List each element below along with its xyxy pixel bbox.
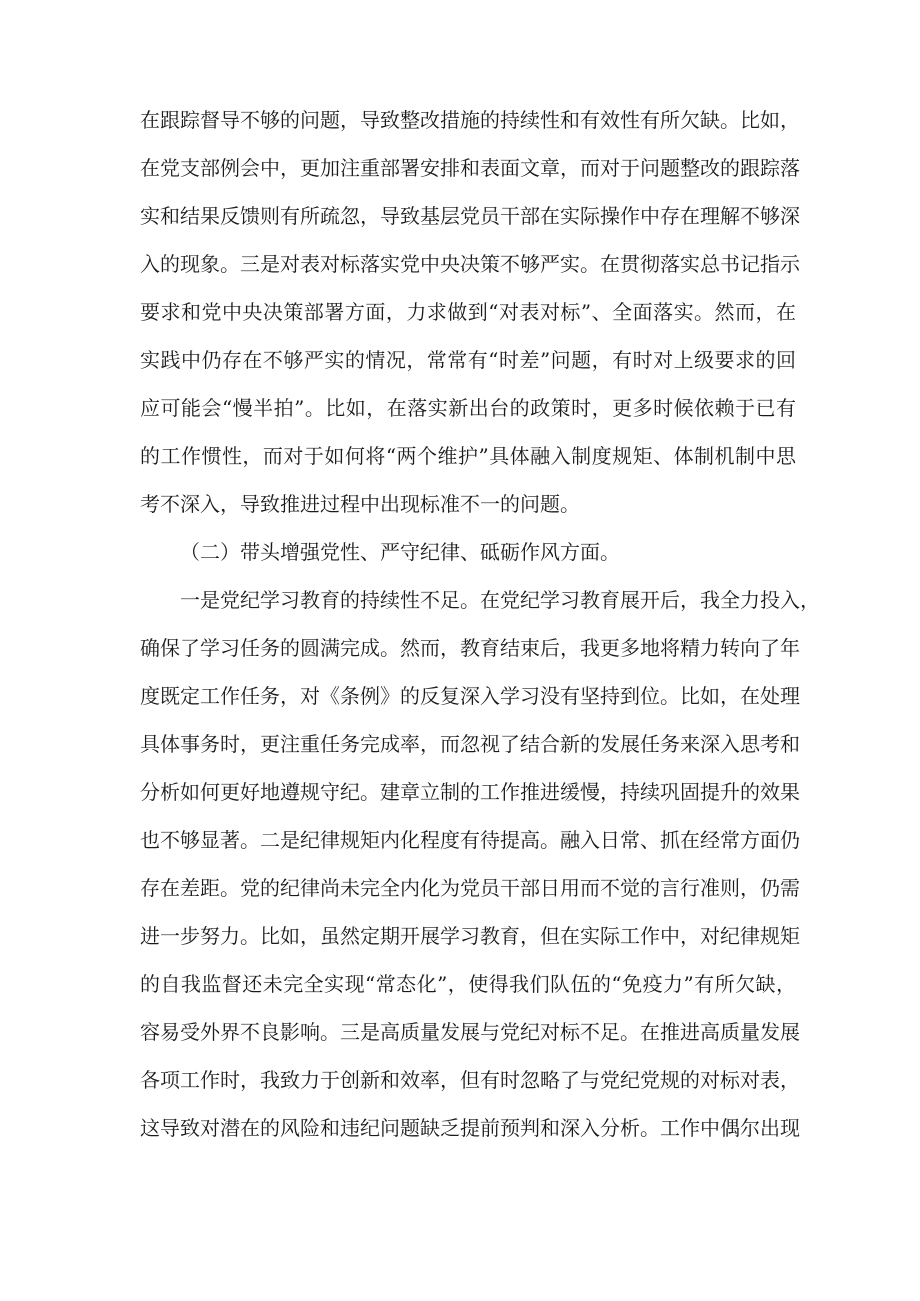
paragraph-line: 容易受外界不良影响。三是高质量发展与党纪对标不足。在推进高质量发展: [140, 1020, 800, 1044]
paragraph-line: 分析如何更好地遵规守纪。建章立制的工作推进缓慢，持续巩固提升的效果: [140, 780, 800, 804]
paragraph-line: 应可能会“慢半拍”。比如，在落实新出台的政策时，更多时候依赖于已有: [140, 396, 796, 420]
document-body: [140, 96, 820, 1152]
paragraph-line: 入的现象。三是对表对标落实党中央决策不够严实。在贯彻落实总书记指示: [140, 252, 800, 276]
paragraph-line: 实和结果反馈则有所疏忽，导致基层党员干部在实际操作中存在理解不够深: [140, 204, 800, 228]
paragraph-line: 的工作惯性，而对于如何将“两个维护”具体融入制度规矩、体制机制中思: [140, 444, 796, 468]
paragraph-line: 在党支部例会中，更加注重部署安排和表面文章，而对于问题整改的跟踪落: [140, 156, 800, 180]
paragraph-line: 考不深入，导致推进过程中出现标准不一的问题。: [140, 492, 580, 516]
paragraph-line: 存在差距。党的纪律尚未完全内化为党员干部日用而不觉的言行准则，仍需: [140, 876, 800, 900]
section-heading: （二）带头增强党性、严守纪律、砥砺作风方面。: [180, 540, 620, 564]
paragraph-line: 这导致对潜在的风险和违纪问题缺乏提前预判和深入分析。工作中偶尔出现: [140, 1116, 800, 1140]
paragraph-line: 进一步努力。比如，虽然定期开展学习教育，但在实际工作中，对纪律规矩: [140, 924, 800, 948]
paragraph-line: 实践中仍存在不够严实的情况，常常有“时差”问题，有时对上级要求的回: [140, 348, 796, 372]
paragraph-line: 具体事务时，更注重任务完成率，而忽视了结合新的发展任务来深入思考和: [140, 732, 800, 756]
paragraph-line: 确保了学习任务的圆满完成。然而，教育结束后，我更多地将精力转向了年: [140, 636, 800, 660]
paragraph-line: 要求和党中央决策部署方面，力求做到“对表对标”、全面落实。然而，在: [140, 300, 796, 324]
paragraph-line: 也不够显著。二是纪律规矩内化程度有待提高。融入日常、抓在经常方面仍: [140, 828, 800, 852]
paragraph-line: 度既定工作任务，对《条例》的反复深入学习没有坚持到位。比如，在处理: [140, 684, 800, 708]
paragraph-line: 一是党纪学习教育的持续性不足。在党纪学习教育展开后，我全力投入，: [180, 588, 820, 612]
paragraph-line: 的自我监督还未完全实现“常态化”，使得我们队伍的“免疫力”有所欠缺，: [140, 972, 796, 996]
paragraph-line: 在跟踪督导不够的问题，导致整改措施的持续性和有效性有所欠缺。比如，: [140, 108, 800, 132]
paragraph-line: 各项工作时，我致力于创新和效率，但有时忽略了与党纪党规的对标对表，: [140, 1068, 800, 1092]
